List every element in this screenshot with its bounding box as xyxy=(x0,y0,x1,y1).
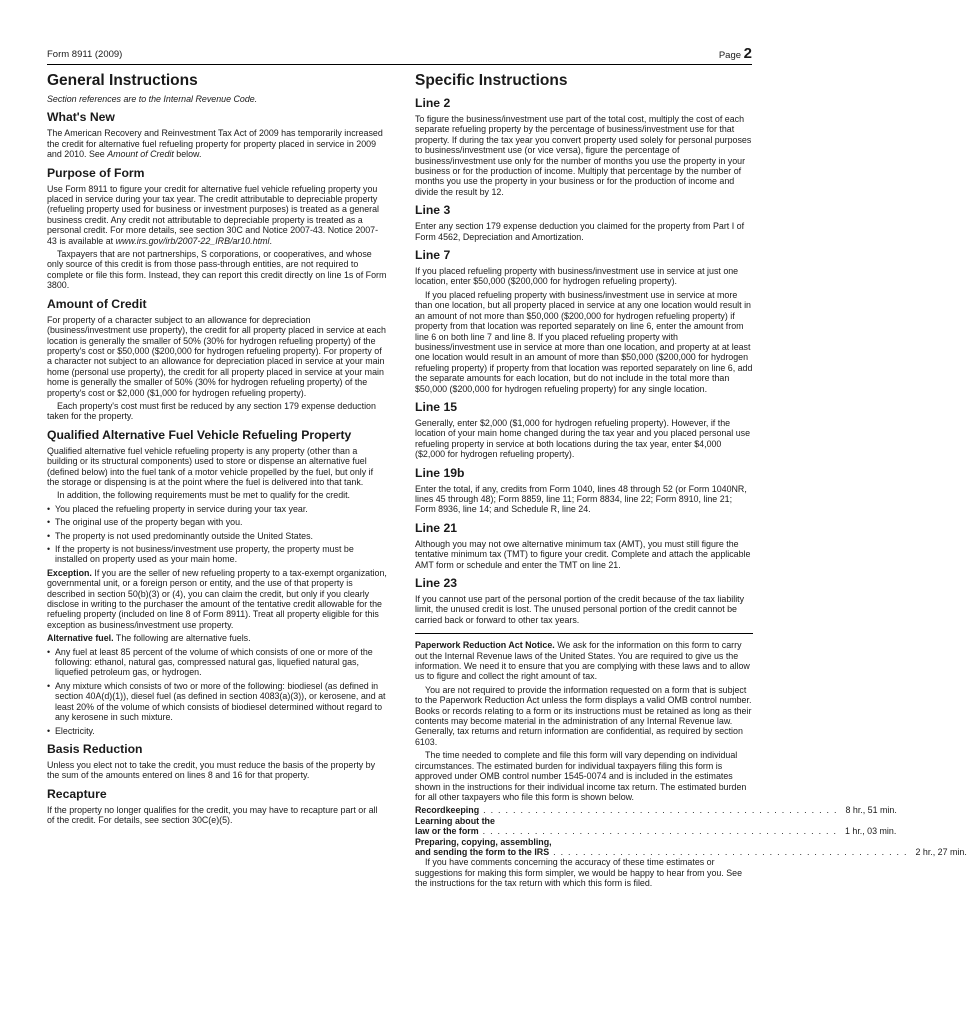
qualified-property-heading: Qualified Alternative Fuel Vehicle Refueling Property xyxy=(47,427,352,442)
form-label: Form 8911 (2009) xyxy=(47,49,123,60)
whats-new-heading: What's New xyxy=(47,110,115,125)
right-column xyxy=(415,72,967,892)
line-3-text: Enter any section 179 expense deduction you claimed for the property from Part I of Form 4562, Depreciation and Amortization. xyxy=(415,221,745,242)
page-header xyxy=(47,44,752,65)
left-column xyxy=(47,72,387,829)
basis-paragraph: Unless you elect not to take the credit, you must reduce the basis of the property by the sum of the amounts entered on lines 8 and 16 for that property. xyxy=(47,759,376,781)
burden-row-learning-label: Learning about the xyxy=(415,815,495,826)
line-2-text: To figure the business/investment use part of the total cost, multiply the cost of each separate refueling property by the percentage of business/investment use for that property. If during the tax year you convert property used solely for personal purposes to business/investment use (or vice versa), figure the percentage of business/investment use only for the number of months you use the property in your business or for the production of income. Multiply that percentage by the number of months you use the property in your business or for the production of income and divide the result by 12. xyxy=(415,114,752,197)
burden-row-preparing-label: Preparing, copying, assembling, xyxy=(415,836,552,847)
amount-paragraph: For property of a character subject to an allowance for depreciation (business/investment use property), the credit for all property placed in service at each location is generally the smaller of 50% (30% for hydrogen refueling property) of the property's cost or $50,000 ($200,000 for hydrogen refueling property). For property of a character not subject to an allowance for depreciation placed in service at your main home (personal use property), the credit for all property placed in service at your main home is generally the smaller of 50% (30% for hydrogen refueling property) of the property's cost or $2,000 ($1,000 for hydrogen refueling property). xyxy=(47,314,386,398)
paperwork-paragraph: You are not required to provide the information requested on a form that is subject to the Paperwork Reduction Act unless the form displays a valid OMB control number. Books or records relating to a form or its instructions must be retained as long as their contents may become material in the administration of any Internal Revenue law. Generally, tax returns and return information are confidential, as required by section 6103. xyxy=(415,684,752,747)
line-15-heading: Line 15 xyxy=(415,399,457,414)
line-19b-text: Enter the total, if any, credits from Form 1040, lines 48 through 52 (or Form 1040NR, lines 45 through 48); Form 8859, line 11; Form 8834, line 22; Form 8910, line 21; Form 8936, line 14; and Schedule R, line 24. xyxy=(415,483,747,515)
qualified-paragraph: Qualified alternative fuel vehicle refueling property is any property (other than a building or its structural components) used to store or dispense an alternative fuel (defined below) into the fuel tank of a motor vehicle propelled by the fuel, but only if the storage or dispensing is at the point where the fuel is delivered into that tank. xyxy=(47,445,374,487)
purpose-of-form-heading: Purpose of Form xyxy=(47,165,145,180)
page-number: Page 2 xyxy=(718,45,752,62)
fuel-bullet: • Any fuel at least 85 percent of the volume of which consists of one or more of the following: ethanol, natural gas, compressed natural gas, liquefied natural gas, liquefied petroleum gas, or hydrogen. xyxy=(47,647,387,678)
line-21-heading: Line 21 xyxy=(415,520,457,535)
line-3-heading: Line 3 xyxy=(415,203,451,218)
line-7-text: If you placed refueling property with business/investment use in service at just one location, enter $50,000 ($200,000 for hydrogen refueling property). xyxy=(415,266,739,287)
line-19b-heading: Line 19b xyxy=(415,465,465,480)
amount-paragraph: Each property's cost must first be reduced by any section 179 expense deduction taken for the property. xyxy=(47,400,376,422)
line-21-text: Although you may not owe alternative minimum tax (AMT), you must still figure the tentative minimum tax (TMT) to figure your credit. Complete and attach the applicable AMT form or schedule and enter the TMT on line 21. xyxy=(415,538,751,570)
requirement-bullet: • If the property is not business/investment use property, the property must be installed on property used as your main home. xyxy=(47,544,387,565)
exception-paragraph: Exception. If you are the seller of new refueling property to a tax-exempt organization, governmental unit, or a foreign person or entity, and the use of that property is described in section 50(b)(3) or (4), you can claim the credit, but only if you clearly disclose in writing to the purchaser the amount of the tentative credit allowable for the refueling property (included on line 8 of Form 8911). Treat all property eligible for this exception as business/investment use property. xyxy=(47,567,387,630)
line-7-heading: Line 7 xyxy=(415,248,451,263)
basis-reduction-heading: Basis Reduction xyxy=(47,741,143,756)
amount-of-credit-heading: Amount of Credit xyxy=(47,296,147,311)
fuel-bullet: • Electricity. xyxy=(47,726,387,736)
alternative-fuel-paragraph: Alternative fuel. The following are alternative fuels. xyxy=(47,633,251,644)
burden-row-learning: law or the form ................................................ 1 hr., 03 min. xyxy=(415,826,897,837)
qualified-paragraph: In addition, the following requirements must be met to qualify for the credit. xyxy=(57,490,351,501)
requirement-bullet: • The original use of the property began with you. xyxy=(47,517,387,527)
line-7-text: If you placed refueling property with business/investment use in service at more than one location, but all property placed in service at any one location would result in an amount of not more than $50,000 ($200,000 for hydrogen refueling property) if property from that location was reported separately on line 6, enter the amount from line 6 on both line 7 and line 8. If you placed refueling property with business/investment use in service at more than one location, and property at at least one location would result in an amount of more than $50,000 ($200,000 for hydrogen refueling property) if property from that location was reported separately on line 6, add the separate amounts for each location, but do not include in the total more than $50,000 ($200,000 for hydrogen refueling property) for any single location. xyxy=(415,289,753,394)
whats-new-text: The American Recovery and Reinvestment Tax Act of 2009 has temporarily increased the credit for alternative fuel refueling property for property placed in service in 2009 and 2010. See Amount of Credit below. xyxy=(47,128,383,160)
divider xyxy=(415,633,753,634)
line-23-heading: Line 23 xyxy=(415,576,457,590)
line-2-heading: Line 2 xyxy=(415,96,451,110)
general-instructions-title: General Instructions xyxy=(47,72,198,89)
line-23-text: If you cannot use part of the personal portion of the credit because of the tax liability limit, the unused credit is lost. The unused personal portion of the credit cannot be carried back or forward to other tax years. xyxy=(415,594,745,625)
comments-paragraph: If you have comments concerning the accuracy of these time estimates or suggestions for making this form simpler, we would be happy to hear from you. See the instructions for the tax return with which this form is filed. xyxy=(415,857,743,889)
burden-row-recordkeeping: Recordkeeping ................................................ 8 hr., 51 min. xyxy=(415,805,897,816)
burden-row-preparing: and sending the form to the IRS ................................................ 2 hr., 27 min. xyxy=(415,846,967,857)
line-15-text: Generally, enter $2,000 ($1,000 for hydrogen refueling property). However, if the location of your main home changed during the tax year and you placed personal use refueling property in service at both locations during the tax year, enter $4,000 ($2,000 for hydrogen refueling property). xyxy=(415,417,751,460)
specific-instructions-title: Specific Instructions xyxy=(415,72,568,89)
irs-link: www.irs.gov/irb/2007-22_IRB/ar10.html xyxy=(115,235,270,246)
requirement-bullet: • You placed the refueling property in service during your tax year. xyxy=(47,504,387,514)
recapture-paragraph: If the property no longer qualifies for the credit, you may have to recapture part or all of the credit. For details, see section 30C(e)(5). xyxy=(47,804,378,826)
purpose-paragraph: Use Form 8911 to figure your credit for alternative fuel vehicle refueling property you placed in service during your tax year. The credit attributable to depreciable property (refueling property used for business or investment purposes) is treated as a general business credit. Any credit not attributable to depreciable property is treated as a personal credit. For more details, see section 30C and Notice 2007-43. Notice 2007-43 is available at www.irs.gov/irb/2007-22_IRB/ar10.html. xyxy=(47,183,380,246)
recapture-heading: Recapture xyxy=(47,786,107,801)
requirement-bullet: • The property is not used predominantly outside the United States. xyxy=(47,531,387,541)
paperwork-notice-paragraph: Paperwork Reduction Act Notice. We ask for the information on this form to carry out the Internal Revenue laws of the United States. You are required to give us the information. We need it to ensure that you are complying with these laws and to allow us to figure and collect the right amount of tax. xyxy=(415,640,750,682)
paperwork-paragraph: The time needed to complete and file this form will vary depending on individual circumstances. The estimated burden for individual taxpayers filing this form is approved under OMB control number 1545-0074 and is included in the estimates shown in the instructions for their individual income tax return. The estimated burden for all other taxpayers who file this form is shown below. xyxy=(415,750,747,802)
purpose-paragraph: Taxpayers that are not partnerships, S corporations, or cooperatives, and whose only source of this credit is from those pass-through entities, are not required to complete or file this form. Instead, they can report this credit directly on line 1s of Form 3800. xyxy=(47,249,387,291)
fuel-bullet: • Any mixture which consists of two or more of the following: biodiesel (as defined in section 40A(d)(1)), diesel fuel (as defined in section 4083(a)(3)), or kerosene, and at least 20% of the volume of which consists of biodiesel determined without regard to any kerosene in such mixture. xyxy=(47,681,387,723)
section-references-note: Section references are to the Internal Revenue Code. xyxy=(47,94,258,104)
